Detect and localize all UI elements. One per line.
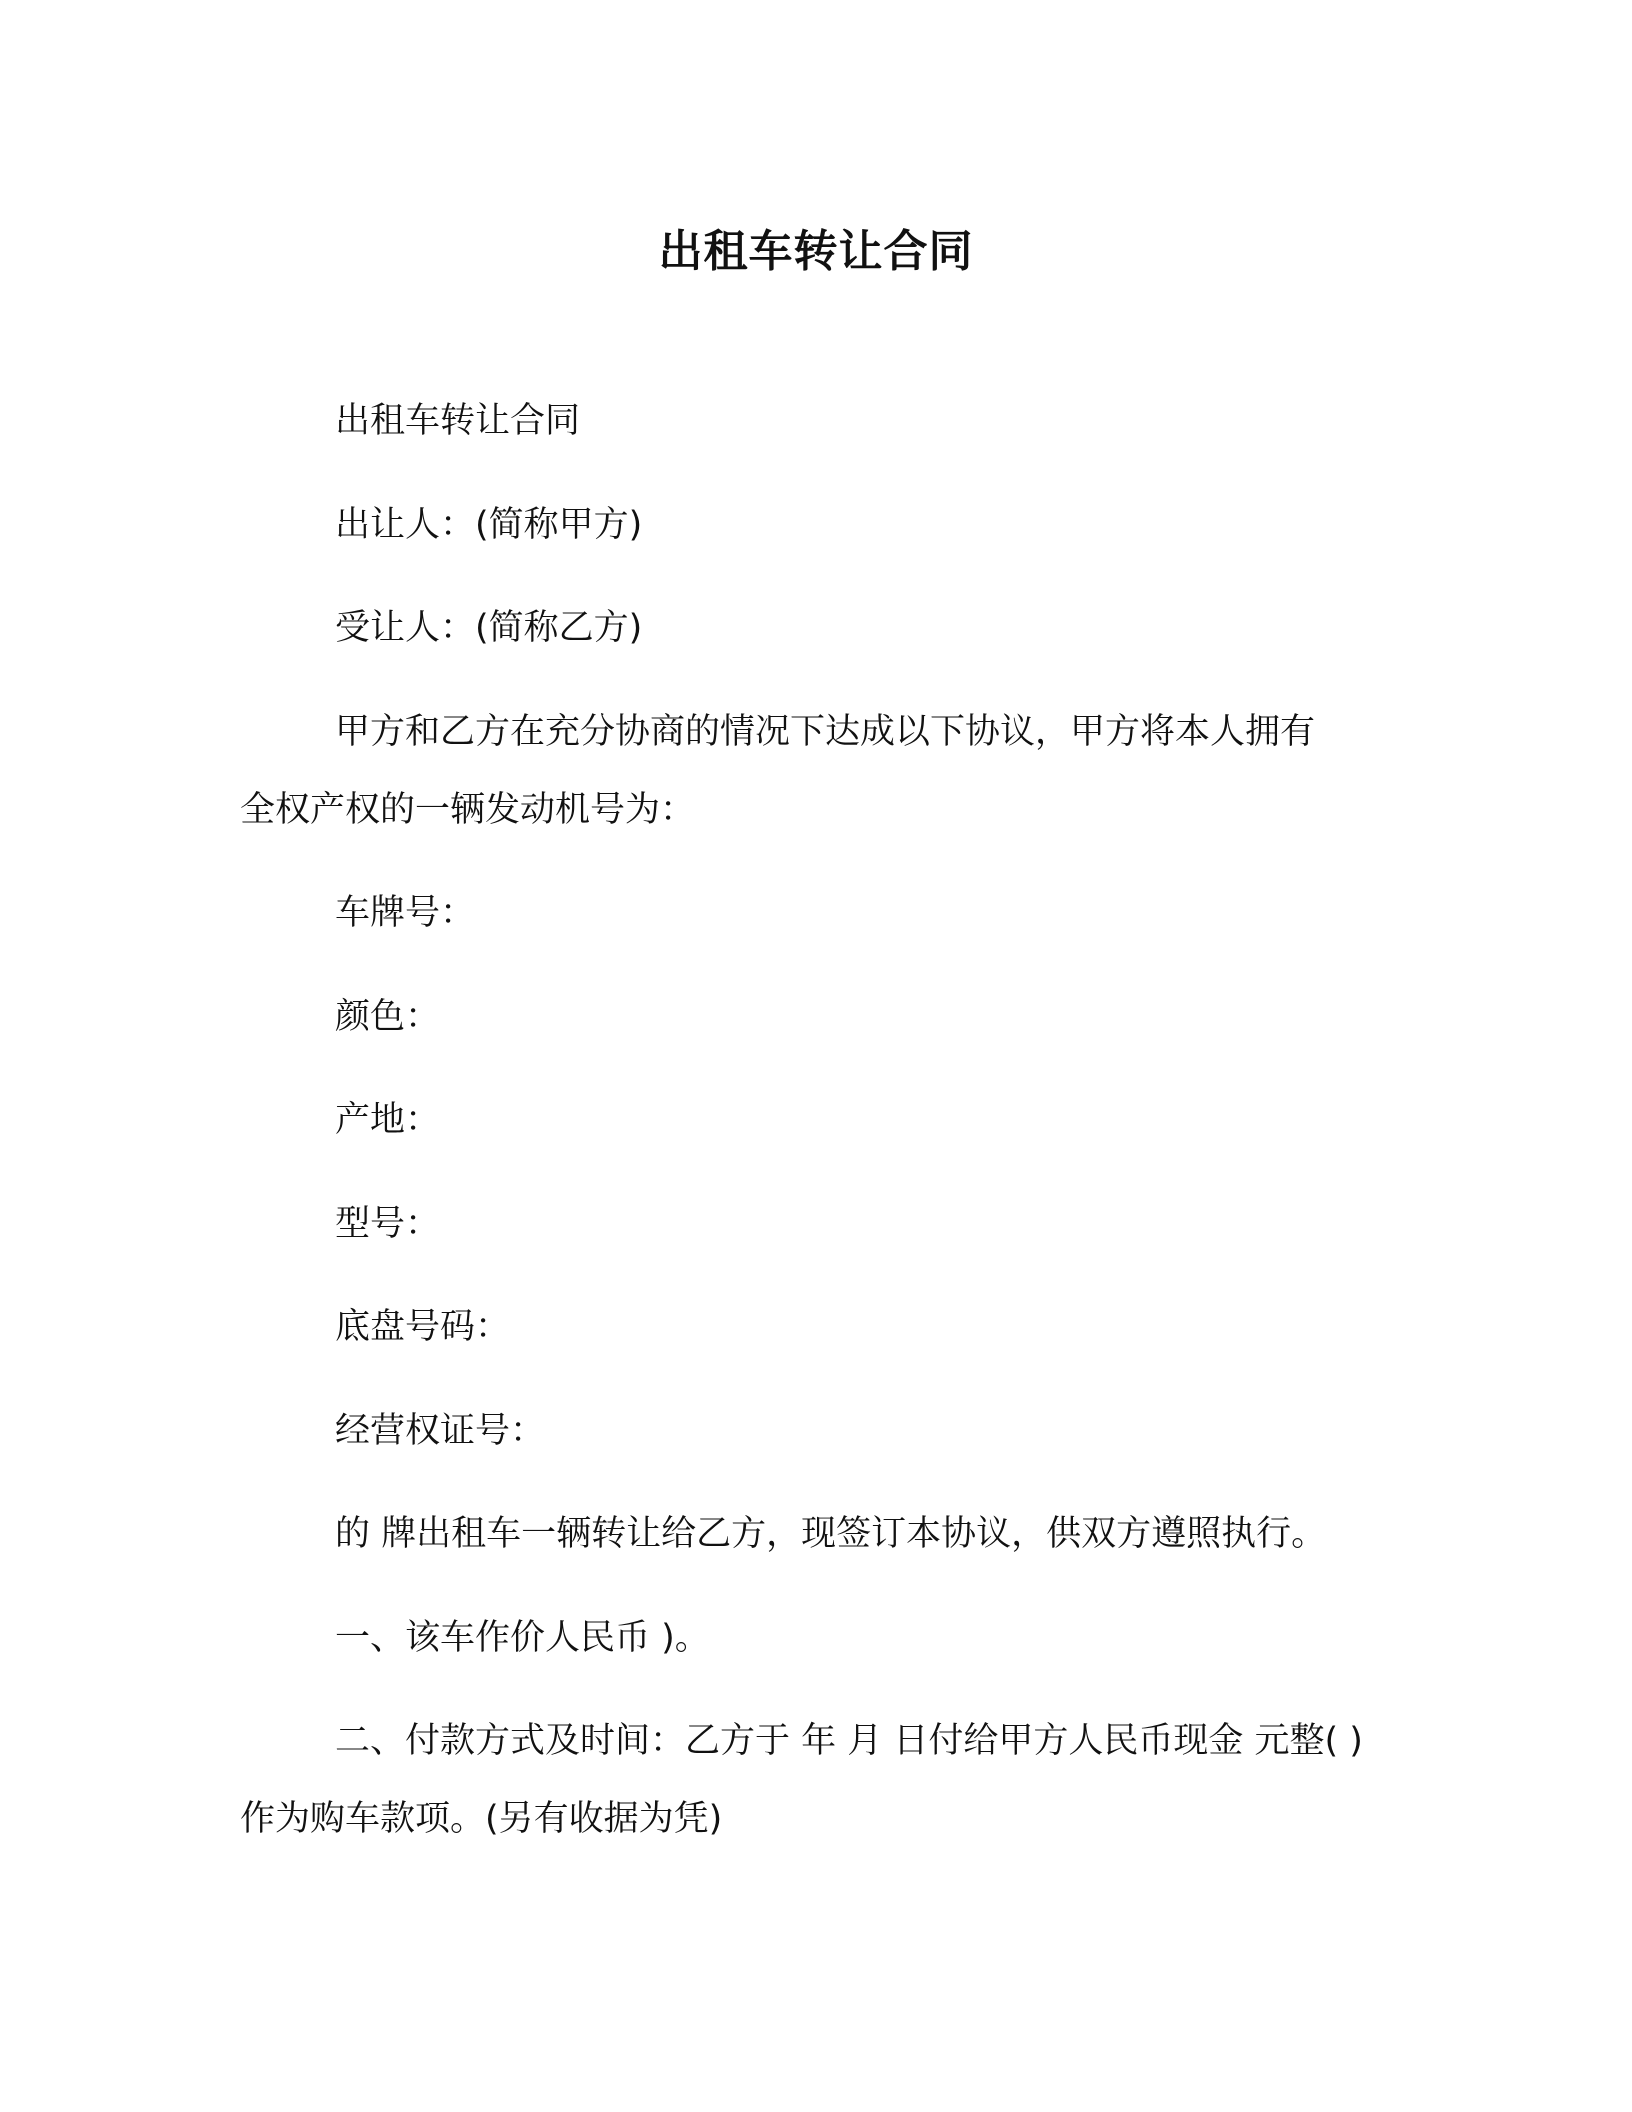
- paragraph-agreement-line-1: 甲方和乙方在充分协商的情况下达成以下协议，甲方将本人拥有: [335, 712, 1316, 752]
- paragraph-transferor: 出让人：(简称甲方): [335, 505, 643, 545]
- clause-2-payment-line-2: 作为购车款项。(另有收据为凭): [240, 1799, 723, 1839]
- field-chassis-number: 底盘号码：: [335, 1307, 511, 1347]
- field-origin: 产地：: [335, 1100, 441, 1140]
- paragraph-agreement-line-2: 全权产权的一辆发动机号为：: [240, 790, 696, 830]
- document-title: 出租车转让合同: [658, 226, 974, 277]
- clause-1-price: 一、该车作价人民币 )。: [335, 1618, 710, 1658]
- field-plate-number: 车牌号：: [335, 893, 476, 933]
- field-model: 型号：: [335, 1204, 441, 1244]
- clause-2-payment-line-1: 二、付款方式及时间：乙方于 年 月 日付给甲方人民币现金 元整( ): [335, 1721, 1363, 1761]
- field-color: 颜色：: [335, 997, 441, 1037]
- paragraph-transfer-statement: 的 牌出租车一辆转让给乙方，现签订本协议，供双方遵照执行。: [335, 1514, 1327, 1554]
- paragraph-subtitle: 出租车转让合同: [335, 401, 581, 441]
- field-license-number: 经营权证号：: [335, 1411, 546, 1451]
- paragraph-transferee: 受让人：(简称乙方): [335, 608, 643, 648]
